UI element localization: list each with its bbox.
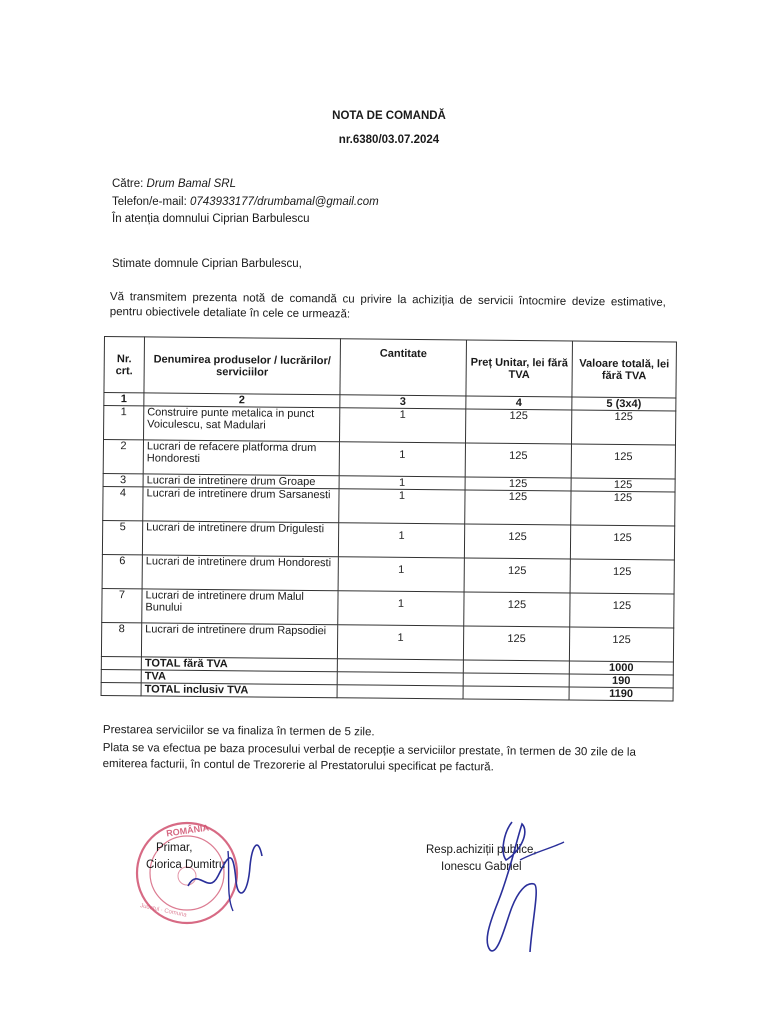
notes-line-2: Plata se va efectua pe baza procesului verbal de recepție a serviciilor prestate, în termen de 30 zile de la emiterea facturii, în contul de Trezorerie al Prestatorului specificat pe factură.	[102, 741, 636, 774]
col-number-4: 4	[466, 396, 572, 410]
svg-text:ROMÂNIA: ROMÂNIA	[165, 822, 210, 839]
table-row	[103, 440, 675, 479]
row-qty: 1	[339, 476, 465, 490]
contact-value: 0743933177/drumbamal@gmail.com	[190, 196, 379, 208]
row-total: 125	[570, 559, 674, 594]
row-total: 125	[571, 444, 675, 479]
row-price: 125	[465, 490, 571, 525]
contact-label: Telefon/e-mail:	[112, 196, 187, 208]
row-nr: 7	[102, 588, 142, 622]
table-row	[102, 588, 674, 627]
row-name: Lucrari de intretinere drum Hondoresti	[142, 555, 338, 591]
row-qty: 1	[339, 442, 465, 477]
total-label: TVA	[141, 670, 337, 685]
row-nr: 3	[103, 473, 143, 486]
row-price: 125	[464, 558, 570, 593]
header-nr: Nr. crt.	[104, 337, 145, 393]
col-number-2: 2	[144, 393, 340, 408]
mayor-role: Primar,	[156, 842, 193, 854]
row-name: Lucrari de intretinere drum Malul Bunului	[142, 589, 338, 625]
header-qty: Cantitate	[340, 339, 467, 396]
table-row	[102, 520, 674, 559]
row-nr: 6	[102, 554, 142, 588]
row-total: 125	[571, 491, 675, 526]
row-qty: 1	[338, 557, 464, 592]
total-value: 1190	[569, 687, 673, 701]
row-name: Lucrari de intretinere drum Sarsanesti	[143, 487, 339, 523]
row-name: Lucrari de intretinere drum Groape	[143, 474, 339, 489]
row-price: 125	[465, 477, 571, 491]
order-table	[101, 336, 677, 701]
row-nr: 4	[103, 486, 143, 520]
header-price: Preț Unitar, lei fără TVA	[466, 340, 573, 397]
table-row	[101, 622, 673, 661]
total-label: TOTAL inclusiv TVA	[141, 683, 337, 698]
row-total: 125	[571, 478, 675, 492]
contact-line	[112, 194, 379, 211]
col-number-1: 1	[104, 393, 144, 406]
to-label: Către:	[112, 178, 144, 190]
row-price: 125	[465, 409, 571, 444]
row-total: 125	[570, 525, 674, 560]
mayor-name: Ciorica Dumitru	[146, 859, 226, 871]
total-value: 190	[569, 674, 673, 688]
total-label: TOTAL fără TVA	[141, 657, 337, 672]
document-title: NOTA DE COMANDĂ	[332, 110, 446, 122]
row-qty: 1	[338, 523, 464, 558]
row-name: Construire punte metalica in punct Voiculescu, sat Madulari	[144, 406, 340, 442]
row-nr: 2	[103, 440, 143, 474]
document-number: nr.6380/03.07.2024	[338, 134, 440, 146]
row-nr: 8	[101, 622, 141, 656]
greeting: Stimate domnule Ciprian Barbulescu,	[112, 258, 302, 270]
recipient-line	[112, 176, 236, 193]
order-table-wrapper	[101, 336, 677, 701]
svg-text:Județul · Comuna: Județul · Comuna	[139, 903, 188, 919]
row-name: Lucrari de intretinere drum Drigulesti	[142, 521, 338, 557]
header-name: Denumirea produselor / lucrărilor/ serviciilor	[144, 337, 341, 395]
row-name: Lucrari de refacere platforma drum Hondoresti	[143, 440, 339, 476]
row-price: 125	[464, 524, 570, 559]
intro-paragraph: Vă transmitem prezenta notă de comandă cu privire la achiziția de servicii întocmire devize estimative, pentru obiectivele detaliate în cele ce urmează:	[109, 290, 666, 321]
row-total: 125	[570, 593, 674, 628]
row-qty: 1	[339, 489, 465, 524]
table-header-row	[104, 337, 677, 398]
procurement-role: Resp.achiziții publice,	[426, 844, 537, 856]
row-total: 125	[569, 627, 673, 662]
table-row	[102, 554, 674, 593]
table-row	[103, 486, 675, 525]
row-name: Lucrari de intretinere drum Rapsodiei	[141, 623, 337, 659]
row-price: 125	[464, 592, 570, 627]
total-value: 1000	[569, 661, 673, 675]
procurement-name: Ionescu Gabriel	[441, 861, 522, 873]
row-price: 125	[465, 443, 571, 478]
table-row	[104, 406, 676, 445]
row-nr: 5	[102, 520, 142, 554]
header-total: Valoare totală, lei fără TVA	[572, 341, 677, 398]
to-name: Drum Bamal SRL	[146, 178, 236, 190]
attention-line: În atenția domnului Ciprian Barbulescu	[112, 213, 310, 225]
row-total: 125	[571, 410, 675, 445]
mayor-signature	[178, 826, 268, 916]
procurement-signature	[460, 812, 570, 962]
row-nr: 1	[104, 406, 144, 440]
row-qty: 1	[338, 591, 464, 626]
col-number-5: 5 (3x4)	[572, 397, 676, 411]
row-price: 125	[463, 626, 569, 661]
row-qty: 1	[337, 625, 463, 660]
col-number-3: 3	[340, 395, 466, 409]
row-qty: 1	[339, 408, 465, 443]
notes-line-1: Prestarea serviciilor se va finaliza în termen de 5 zile.	[102, 723, 375, 739]
notes	[103, 722, 663, 777]
